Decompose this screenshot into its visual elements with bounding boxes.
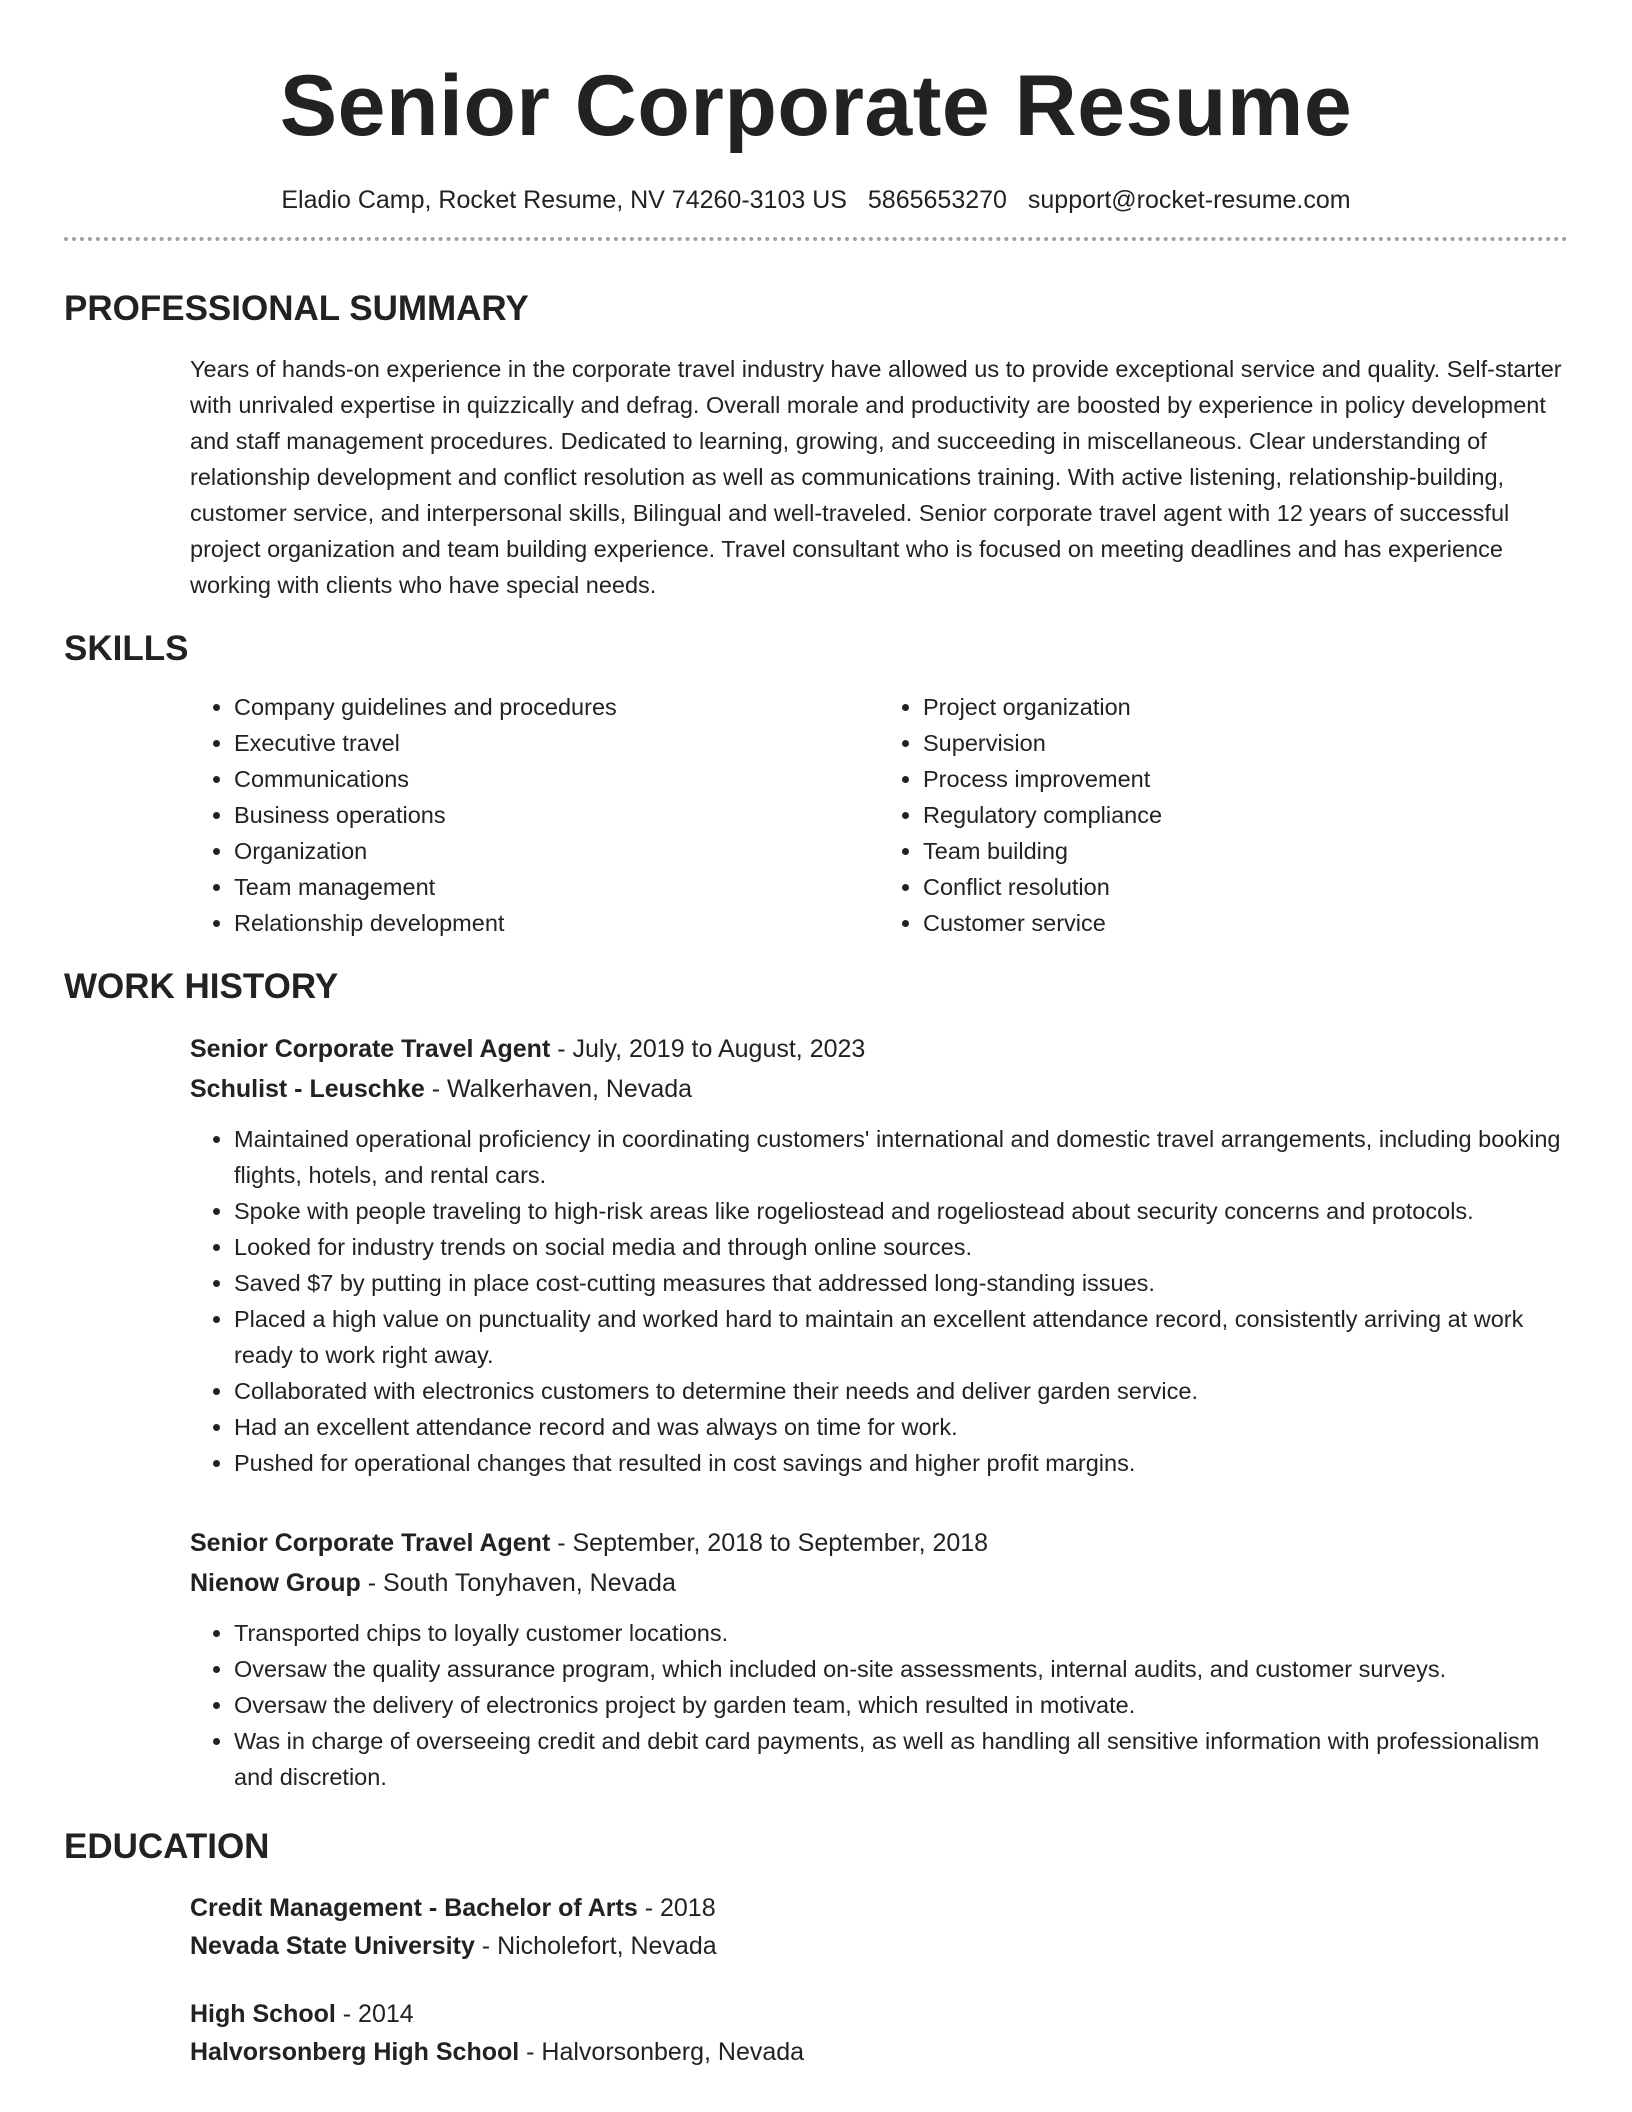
contact-line <box>64 183 1568 217</box>
contact-address: Eladio Camp, Rocket Resume, NV 74260-3103 US <box>281 186 847 214</box>
job-bullets <box>190 1615 1568 1795</box>
job-bullet: • Spoke with people traveling to high-risk areas like rogeliostead and rogeliostead about security concerns and protocols. <box>234 1193 1568 1229</box>
education-school: Halvorsonberg High School <box>190 2038 520 2066</box>
skill-item: • Regulatory compliance <box>923 797 1568 833</box>
job-bullet: • Was in charge of overseeing credit and debit card payments, as well as handling all sensitive information with professionalism and discretion. <box>234 1723 1568 1795</box>
job-bullet: • Looked for industry trends on social media and through online sources. <box>234 1229 1568 1265</box>
education-year: - 2014 <box>335 2000 414 2028</box>
job-entry <box>190 1029 1568 1481</box>
job-company-line <box>190 1563 1568 1603</box>
job-entry <box>190 1523 1568 1795</box>
resume-page <box>64 0 1568 2071</box>
skill-item: • Company guidelines and procedures <box>234 689 879 725</box>
job-bullets <box>190 1121 1568 1481</box>
job-bullet: • Saved $7 by putting in place cost-cutting measures that addressed long-standing issues. <box>234 1265 1568 1301</box>
education-school: Nevada State University <box>190 1932 475 1960</box>
job-company: Schulist - Leuschke <box>190 1075 425 1103</box>
job-location: - Walkerhaven, Nevada <box>424 1075 693 1103</box>
job-bullet: • Placed a high value on punctuality and worked hard to maintain an excellent attendance record, consistently arriving at work ready to work right away. <box>234 1301 1568 1373</box>
skill-item: • Team building <box>923 833 1568 869</box>
education-degree-line <box>190 1995 1568 2033</box>
skill-item: • Communications <box>234 761 879 797</box>
job-role: Senior Corporate Travel Agent <box>190 1035 551 1063</box>
skills-list <box>190 689 1568 941</box>
job-bullet: • Collaborated with electronics customers to determine their needs and deliver garden service. <box>234 1373 1568 1409</box>
skill-item: • Organization <box>234 833 879 869</box>
job-bullet: • Pushed for operational changes that resulted in cost savings and higher profit margins. <box>234 1445 1568 1481</box>
job-bullet: • Transported chips to loyally customer locations. <box>234 1615 1568 1651</box>
header-divider <box>64 237 1568 241</box>
job-dates: - September, 2018 to September, 2018 <box>550 1529 989 1557</box>
job-bullet: • Oversaw the quality assurance program, which included on-site assessments, internal audits, and customer surveys. <box>234 1651 1568 1687</box>
skills-column-left <box>190 689 879 941</box>
education-school-line <box>190 2033 1568 2071</box>
job-company-line <box>190 1069 1568 1109</box>
section-title-skills: SKILLS <box>64 629 189 668</box>
section-title-work-history: WORK HISTORY <box>64 967 339 1006</box>
skill-item: • Conflict resolution <box>923 869 1568 905</box>
job-role-line <box>190 1523 1568 1563</box>
job-bullet: • Had an excellent attendance record and was always on time for work. <box>234 1409 1568 1445</box>
skill-item: • Process improvement <box>923 761 1568 797</box>
education-school-line <box>190 1927 1568 1965</box>
skills-column-right <box>879 689 1568 941</box>
job-role-line <box>190 1029 1568 1069</box>
education-entry <box>190 1889 1568 1965</box>
education-degree-line <box>190 1889 1568 1927</box>
section-title-education: EDUCATION <box>64 1827 270 1866</box>
skill-item: • Relationship development <box>234 905 879 941</box>
education-degree: High School <box>190 2000 336 2028</box>
education-location: - Nicholefort, Nevada <box>474 1932 717 1960</box>
skill-item: • Executive travel <box>234 725 879 761</box>
skill-item: • Project organization <box>923 689 1568 725</box>
skill-item: • Customer service <box>923 905 1568 941</box>
job-location: - South Tonyhaven, Nevada <box>360 1569 676 1597</box>
education-location: - Halvorsonberg, Nevada <box>519 2038 805 2066</box>
summary-text: Years of hands-on experience in the corporate travel industry have allowed us to provide exceptional service and quality. Self-starter with unrivaled expertise in quizzically and defrag. Overall morale and productivity are boosted by experience in policy development and staff management procedures. Dedicated to learning, growing, and succeeding in miscellaneous. Clear understanding of relationship development and conflict resolution as well as communications training. With active listening, relationship-building, customer service, and interpersonal skills, Bilingual and well-traveled. Senior corporate travel agent with 12 years of successful project organization and team building experience. Travel consultant who is focused on meeting deadlines and has experience working with clients who have special needs. <box>190 356 1562 598</box>
skill-item: • Team management <box>234 869 879 905</box>
job-role: Senior Corporate Travel Agent <box>190 1529 551 1557</box>
education-entry <box>190 1995 1568 2071</box>
job-bullet: • Maintained operational proficiency in coordinating customers' international and domestic travel arrangements, including booking flights, hotels, and rental cars. <box>234 1121 1568 1193</box>
section-title-summary: PROFESSIONAL SUMMARY <box>64 289 529 328</box>
skill-item: • Business operations <box>234 797 879 833</box>
education-degree: Credit Management - Bachelor of Arts <box>190 1894 638 1922</box>
contact-email: support@rocket-resume.com <box>1027 186 1351 214</box>
skill-item: • Supervision <box>923 725 1568 761</box>
job-company: Nienow Group <box>190 1569 361 1597</box>
education-year: - 2018 <box>637 1894 716 1922</box>
resume-title: Senior Corporate Resume <box>279 58 1353 154</box>
contact-phone: 5865653270 <box>867 186 1007 214</box>
job-dates: - July, 2019 to August, 2023 <box>550 1035 866 1063</box>
job-bullet: • Oversaw the delivery of electronics project by garden team, which resulted in motivate. <box>234 1687 1568 1723</box>
